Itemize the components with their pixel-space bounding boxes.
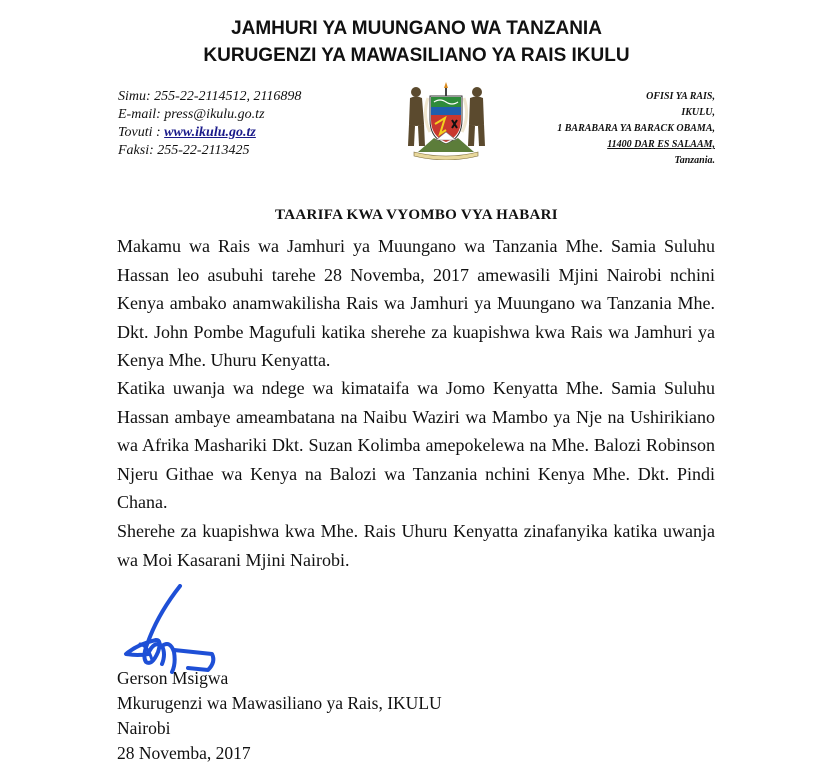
signoff-city: Nairobi <box>117 718 171 738</box>
paragraph-3: Sherehe za kuapishwa kwa Mhe. Rais Uhuru Kenyatta zinafanyika katika uwanja wa Moi Kasarani Mjini Nairobi. <box>117 521 715 570</box>
signoff-date: 28 Novemba, 2017 <box>117 743 251 763</box>
address-line2: IKULU, <box>681 107 715 118</box>
header-title-line2: KURUGENZI YA MAWASILIANO YA RAIS IKULU <box>203 45 630 66</box>
contact-fax: Faksi: 255-22-2113425 <box>118 143 250 158</box>
website-link[interactable]: www.ikulu.go.tz <box>164 125 256 140</box>
handwritten-signature <box>118 584 238 674</box>
contact-website-label: Tovuti : <box>118 125 165 140</box>
contact-email: E-mail: press@ikulu.go.tz <box>118 107 265 122</box>
office-address <box>557 89 715 169</box>
contact-phone: Simu: 255-22-2114512, 2116898 <box>118 89 302 104</box>
address-line5: Tanzania. <box>674 155 715 166</box>
coat-of-arms-icon <box>400 80 492 160</box>
contact-website <box>118 124 301 142</box>
document-title: TAARIFA KWA VYOMBO VYA HABARI <box>275 207 558 223</box>
signatory-name: Gerson Msigwa <box>117 668 229 688</box>
paragraph-1: Makamu wa Rais wa Jamhuri ya Muungano wa Tanzania Mhe. Samia Suluhu Hassan leo asubuhi tarehe 28 Novemba, 2017 amewasili Mjini Nairobi nchini Kenya ambako anamwakilisha Rais wa Jamhuri ya Muungano wa Tanzania Mhe. Dkt. John Pombe Magufuli katika sherehe za kuapishwa kwa Rais wa Jamhuri ya Kenya Mhe. Uhuru Kenyatta. <box>117 236 715 370</box>
address-line3: 1 BARABARA YA BARACK OBAMA, <box>557 123 715 134</box>
address-line1: OFISI YA RAIS, <box>646 91 715 102</box>
header-title-line1: JAMHURI YA MUUNGANO WA TANZANIA <box>231 18 602 39</box>
paragraph-2: Katika uwanja wa ndege wa kimataifa wa Jomo Kenyatta Mhe. Samia Suluhu Hassan ambaye ameambatana na Naibu Waziri wa Mambo ya Nje na Ushirikiano wa Afrika Mashariki Dkt. Suzan Kolimba amepokelewa na Mhe. Balozi Robinson Njeru Githae wa Kenya na Balozi wa Tanzania nchini Kenya Mhe. Dkt. Pindi Chana. <box>117 378 715 512</box>
signatory-position: Mkurugenzi wa Mawasiliano ya Rais, IKULU <box>117 693 442 713</box>
contact-block <box>118 88 301 160</box>
address-line4: 11400 DAR ES SALAAM, <box>607 139 715 150</box>
signoff-block <box>117 666 442 766</box>
